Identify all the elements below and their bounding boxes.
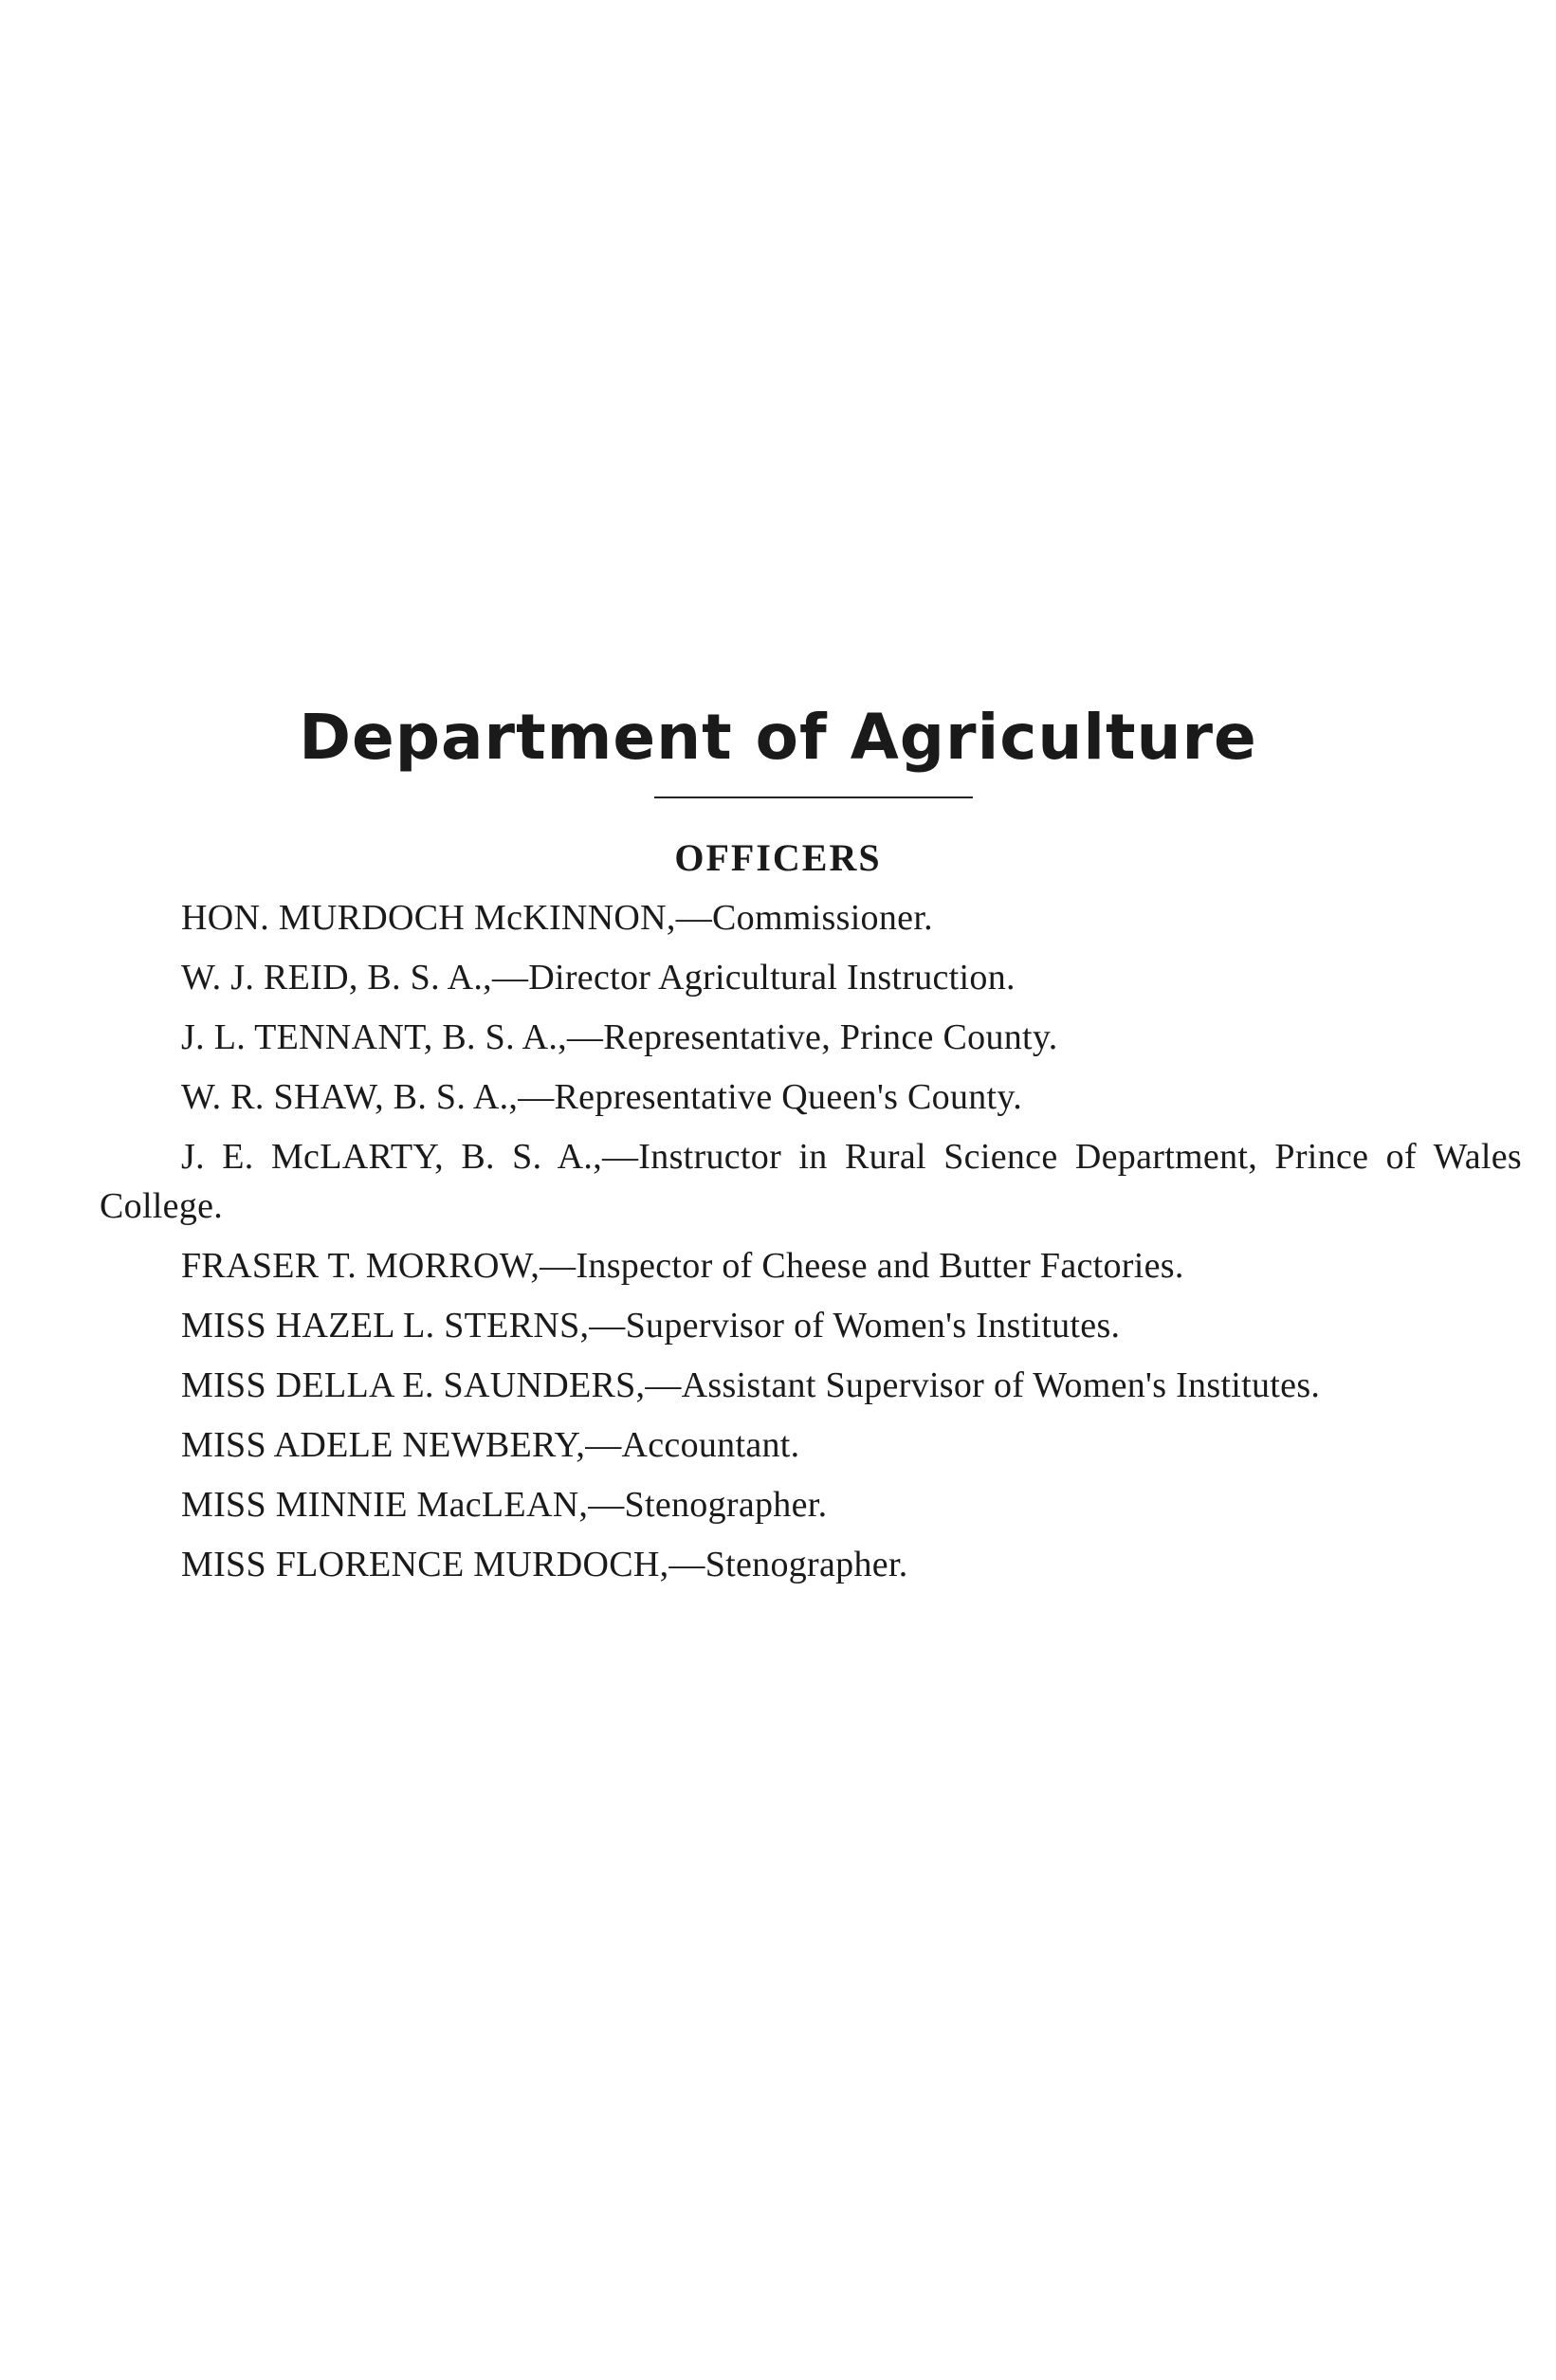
officer-entry: W. J. REID, B. S. A.,—Director Agricultural Instruction.: [181, 958, 1016, 998]
title-divider: [654, 796, 973, 798]
officer-entry: J. L. TENNANT, B. S. A.,—Representative, Prince County.: [181, 1017, 1058, 1057]
officer-entry: MISS FLORENCE MURDOCH,—Stenographer.: [181, 1545, 908, 1584]
officer-entry: W. R. SHAW, B. S. A.,—Representative Queen's County.: [181, 1077, 1023, 1117]
officer-entry: FRASER T. MORROW,—Inspector of Cheese and Butter Factories.: [181, 1246, 1184, 1286]
officer-entry: MISS ADELE NEWBERY,—Accountant.: [181, 1425, 800, 1465]
officer-entry: J. E. McLARTY, B. S. A.,—Instructor in Rural Science Department, Prince of Wales College.: [100, 1137, 1522, 1226]
officer-entry: HON. MURDOCH McKINNON,—Commissioner.: [181, 898, 933, 938]
officers-list: [100, 893, 1522, 1600]
officer-entry: MISS HAZEL L. STERNS,—Supervisor of Women's Institutes.: [181, 1306, 1121, 1346]
section-heading: OFFICERS: [674, 836, 882, 879]
officer-entry: MISS MINNIE MacLEAN,—Stenographer.: [181, 1485, 828, 1525]
officer-entry: MISS DELLA E. SAUNDERS,—Assistant Supervisor of Women's Institutes.: [181, 1365, 1321, 1405]
page-title: Department of Agriculture: [299, 701, 1257, 774]
